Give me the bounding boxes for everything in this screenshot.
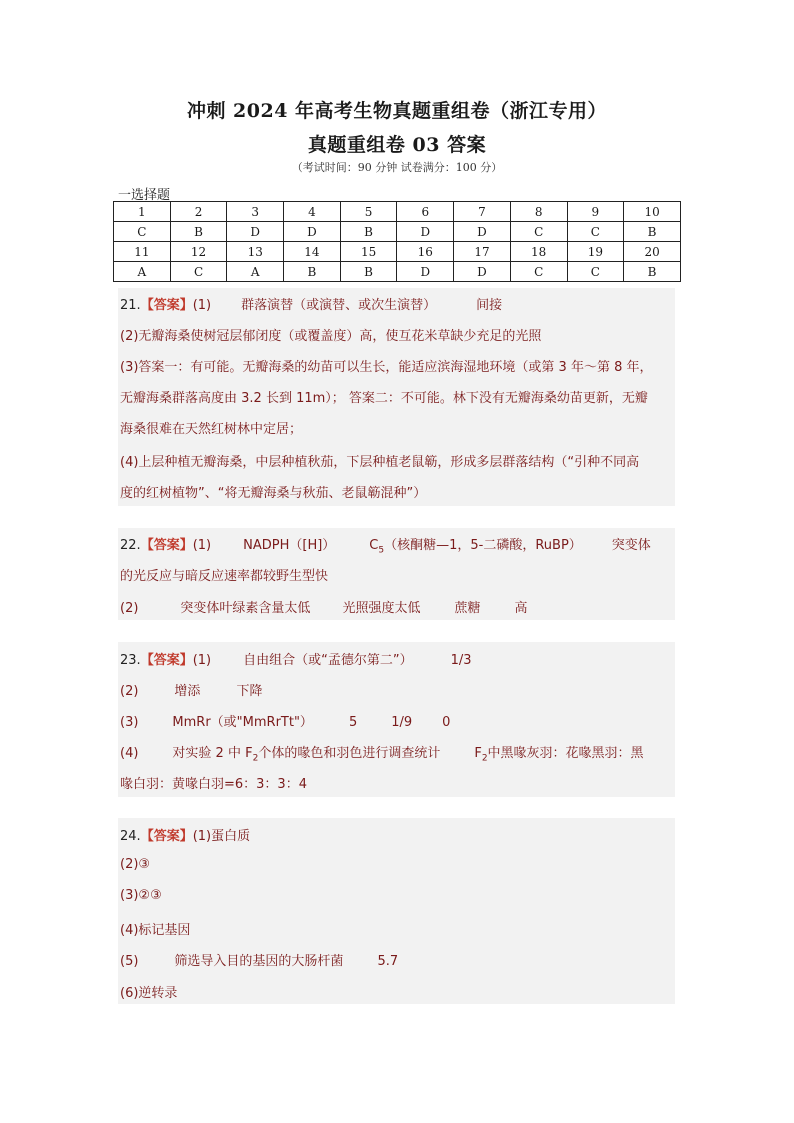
question-number: 23. [120, 653, 141, 668]
q22-line-3 [120, 597, 527, 616]
question-number: 21. [120, 298, 141, 313]
q21-line-3: (3)答案一：有可能。无瓣海桑的幼苗可以生长，能适应滨海湿地环境（或第 3 年～第 8 年， [120, 360, 653, 375]
q24-line-1 [120, 825, 250, 844]
q22-answer-2-text: C [369, 538, 379, 553]
mc-answer-table [113, 201, 681, 282]
table-cell: 16 [397, 242, 454, 262]
table-cell: 20 [624, 242, 681, 262]
q21-answer-1: 群落演替（或演替、或次生演替） [241, 298, 437, 313]
question-number: 22. [120, 538, 141, 553]
q22-line-1 [120, 534, 651, 556]
part-label: (5) [120, 954, 139, 969]
table-cell: 9 [567, 202, 624, 222]
table-cell: 12 [170, 242, 227, 262]
mc-section-label: 一选择题 [118, 188, 171, 203]
q24-line-4: (4)标记基因 [120, 923, 191, 938]
table-cell: 6 [397, 202, 454, 222]
table-cell: 5 [340, 202, 397, 222]
part-label: (2) [120, 601, 139, 616]
q22-answer-2-tail: （核酮糖—1，5-二磷酸，RuBP） [384, 538, 582, 553]
subscript: 5 [378, 545, 385, 556]
q23-line-3 [120, 711, 450, 730]
table-cell: C [567, 222, 624, 242]
q24-line-2: (2)③ [120, 857, 151, 872]
table-cell: B [340, 222, 397, 242]
q22-answer-b1: 突变体叶绿素含量太低 [180, 601, 311, 616]
part-label: (1) [192, 298, 212, 313]
table-cell: C [567, 262, 624, 282]
table-cell: D [454, 222, 511, 242]
table-cell: 18 [510, 242, 567, 262]
part-label: (4) [120, 746, 139, 761]
q23-line-2 [120, 680, 262, 699]
q23-answer-c4: 0 [442, 715, 451, 730]
q21-line-2: (2)无瓣海桑使树冠层郁闭度（或覆盖度）高，使互花米草缺少充足的光照 [120, 329, 542, 344]
q23-answer-2: 1/3 [450, 653, 472, 668]
subscript: 2 [252, 753, 259, 764]
table-cell: 7 [454, 202, 511, 222]
q22-answer-1: NADPH（[H]） [243, 538, 336, 553]
table-cell: 15 [340, 242, 397, 262]
table-cell: B [624, 262, 681, 282]
q23-answer-c3: 1/9 [391, 715, 413, 730]
q24-answer-1: (1)蛋白质 [192, 829, 251, 844]
q22-answer-3: 突变体 [611, 538, 651, 553]
q24-line-5 [120, 950, 398, 969]
q21-line-7: 度的红树植物”、“将无瓣海桑与秋茄、老鼠簕混种”） [120, 486, 427, 501]
q23-answer-c1: MmRr（或"MmRrTt"） [172, 715, 313, 730]
q21-answer-1b: 间接 [476, 298, 503, 313]
table-cell: C [510, 222, 567, 242]
table-cell: D [284, 222, 341, 242]
q23-answer-d1-tail: 个体的喙色和羽色进行调查统计 [258, 746, 441, 761]
q24-answer-e1: 筛选导入目的基因的大肠杆菌 [174, 954, 344, 969]
table-cell: 1 [114, 202, 171, 222]
q23-line-5: 喙白羽：黄喙白羽=6：3：3：4 [120, 777, 307, 792]
table-cell: B [170, 222, 227, 242]
table-cell: B [284, 262, 341, 282]
table-cell: 4 [284, 202, 341, 222]
exam-meta: （考试时间：90 分钟 试卷满分：100 分） [291, 161, 503, 174]
table-cell: 17 [454, 242, 511, 262]
table-row [114, 222, 681, 242]
q22-answer-2 [369, 538, 582, 556]
part-label: (1) [192, 653, 212, 668]
table-cell: 19 [567, 242, 624, 262]
q24-line-3: (3)②③ [120, 888, 162, 903]
table-row [114, 262, 681, 282]
q22-answer-b4: 高 [514, 601, 528, 616]
answer-tag: 【答案】 [140, 653, 193, 668]
q22-line-2: 的光反应与暗反应速率都较野生型快 [120, 569, 329, 584]
table-cell: 11 [114, 242, 171, 262]
q21-line-6: (4)上层种植无瓣海桑，中层种植秋茄，下层种植老鼠簕，形成多层群落结构（“引种不同高 [120, 455, 640, 470]
table-row [114, 202, 681, 222]
table-cell: B [340, 262, 397, 282]
q23-answer-b1: 增添 [174, 684, 201, 699]
q24-line-6: (6)逆转录 [120, 986, 178, 1001]
table-cell: 2 [170, 202, 227, 222]
table-cell: D [397, 262, 454, 282]
table-cell: D [227, 222, 284, 242]
table-cell: 13 [227, 242, 284, 262]
table-cell: 8 [510, 202, 567, 222]
table-cell: C [114, 222, 171, 242]
q23-answer-c2: 5 [348, 715, 358, 730]
q23-line-4 [120, 742, 644, 764]
table-cell: A [114, 262, 171, 282]
table-cell: 14 [284, 242, 341, 262]
table-cell: 10 [624, 202, 681, 222]
part-label: (2) [120, 684, 139, 699]
table-cell: B [624, 222, 681, 242]
q23-answer-b2: 下降 [236, 684, 263, 699]
q23-answer-1: 自由组合（或“孟德尔第二”） [243, 653, 413, 668]
table-row [114, 242, 681, 262]
table-cell: C [510, 262, 567, 282]
q23-answer-d1: 对实验 2 中 F [172, 746, 253, 761]
q22-answer-b3: 蔗糖 [454, 601, 481, 616]
part-label: (1) [192, 538, 212, 553]
answer-tag: 【答案】 [140, 538, 193, 553]
document-subtitle: 真题重组卷 03 答案 [307, 134, 487, 156]
question-number: 24. [120, 829, 141, 844]
table-cell: D [454, 262, 511, 282]
q21-line-1 [120, 294, 502, 313]
table-cell: A [227, 262, 284, 282]
answer-block-24 [118, 818, 675, 1004]
q23-line-1 [120, 649, 472, 668]
answer-tag: 【答案】 [140, 298, 193, 313]
table-cell: D [397, 222, 454, 242]
q21-line-5: 海桑很难在天然红树林中定居； [120, 422, 303, 437]
q24-answer-e2: 5.7 [377, 954, 399, 969]
q21-line-4: 无瓣海桑群落高度由 3.2 长到 11m）； 答案二：不可能。林下没有无瓣海桑幼苗更新，无瓣 [120, 391, 648, 406]
answer-tag: 【答案】 [140, 829, 193, 844]
document-title: 冲刺 2024 年高考生物真题重组卷（浙江专用） [186, 100, 608, 122]
q22-answer-b2: 光照强度太低 [342, 601, 421, 616]
q23-answer-d2: F [474, 746, 482, 761]
table-cell: 3 [227, 202, 284, 222]
table-cell: C [170, 262, 227, 282]
q23-answer-d2-tail: 中黑喙灰羽：花喙黑羽：黑 [487, 746, 644, 761]
part-label: (3) [120, 715, 139, 730]
subscript: 2 [481, 753, 488, 764]
